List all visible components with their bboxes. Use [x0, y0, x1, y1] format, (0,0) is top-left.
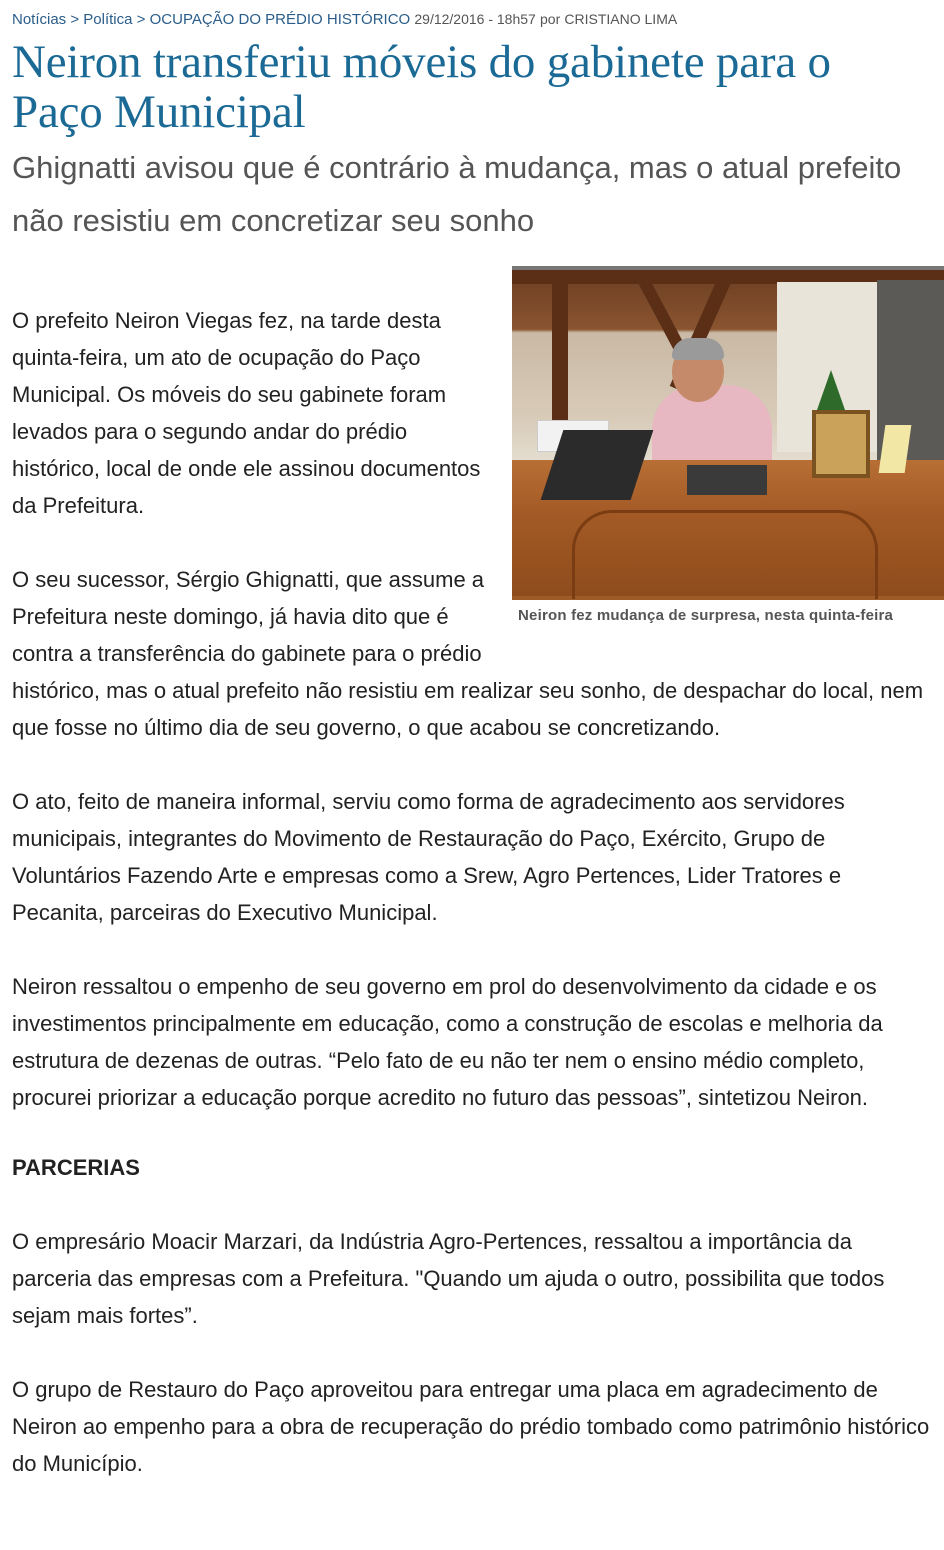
- article-topline: [12, 0, 932, 29]
- article-photo[interactable]: [512, 266, 944, 600]
- article-figure: [512, 266, 944, 626]
- article-body: [12, 302, 932, 1482]
- article-paragraph: O grupo de Restauro do Paço aproveitou para entregar uma placa em agradecimento de Neiron ao empenho para a obra de recuperação do prédio tombado como patrimônio histórico do Município.: [12, 1377, 930, 1476]
- breadcrumb-separator: >: [136, 11, 146, 28]
- breadcrumb-separator: >: [70, 11, 80, 28]
- article-paragraph: O seu sucessor, Sérgio Ghignatti, que assume a Prefeitura neste domingo, já havia dito que é contra a transferência do gabinete para o prédio histórico, mas o atual prefeito não resistiu em realizar seu sonho, de despachar do local, nem que fosse no último dia de seu governo, o que acabou se concretizando.: [12, 567, 924, 740]
- article-headline: Neiron transferiu móveis do gabinete para o Paço Municipal: [12, 36, 831, 138]
- breadcrumb-politica[interactable]: Política: [83, 11, 133, 28]
- article-paragraph: O prefeito Neiron Viegas fez, na tarde desta quinta-feira, um ato de ocupação do Paço Municipal. Os móveis do seu gabinete foram levados para o segundo andar do prédio histórico, local de onde ele assinou documentos da Prefeitura.: [12, 308, 481, 518]
- byline-prefix: por: [540, 11, 561, 27]
- article-subheadline: Ghignatti avisou que é contrário à mudança, mas o atual prefeito não resistiu em concretizar seu sonho: [12, 150, 902, 238]
- author-name: CRISTIANO LIMA: [564, 11, 678, 27]
- section-title: PARCERIAS: [12, 1155, 140, 1180]
- breadcrumb-current[interactable]: OCUPAÇÃO DO PRÉDIO HISTÓRICO: [149, 11, 411, 28]
- photo-caption: Neiron fez mudança de surpresa, nesta quinta-feira: [518, 607, 894, 624]
- breadcrumb-noticias[interactable]: Notícias: [12, 11, 67, 28]
- article-paragraph: O ato, feito de maneira informal, serviu como forma de agradecimento aos servidores municipais, integrantes do Movimento de Restauração do Paço, Exército, Grupo de Voluntários Fazendo Arte e empresas como a Srew, Agro Pertences, Lider Tratores e Pecanita, parceiras do Executivo Municipal.: [12, 789, 845, 925]
- publish-datetime: 29/12/2016 - 18h57: [414, 11, 536, 27]
- article-paragraph: O empresário Moacir Marzari, da Indústria Agro-Pertences, ressaltou a importância da parceria das empresas com a Prefeitura. "Quando um ajuda o outro, possibilita que todos sejam mais fortes”.: [12, 1229, 885, 1328]
- article-paragraph: Neiron ressaltou o empenho de seu governo em prol do desenvolvimento da cidade e os investimentos principalmente em educação, como a construção de escolas e melhoria da estrutura de dezenas de outras. “Pelo fato de eu não ter nem o ensino médio completo, procurei priorizar a educação porque acredito no futuro das pessoas”, sintetizou Neiron.: [12, 974, 883, 1110]
